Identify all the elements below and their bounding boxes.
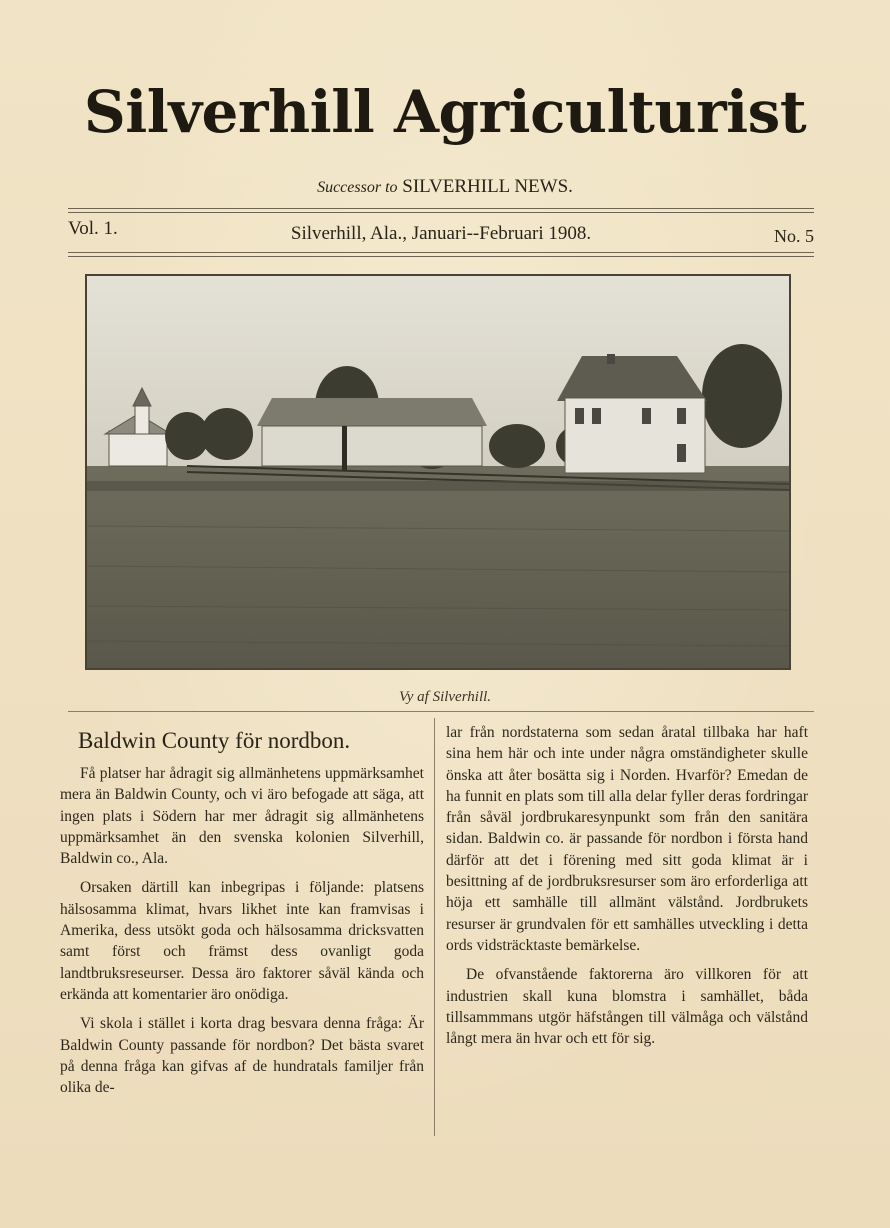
place-date: Silverhill, Ala., Januari--Februari 1908.	[290, 223, 592, 244]
divider-rule	[68, 252, 814, 253]
divider-rule	[68, 256, 814, 257]
successor-name: SILVERHILL NEWS.	[402, 176, 573, 197]
column-divider	[434, 718, 435, 1136]
article-paragraph: De ofvanstående faktorerna äro villkoren för att industrien skall kuna blomstra i samhället, båda tillsammmans utgör häfstången till välmåga och välstånd långt mera än hvar och ett för sig.	[446, 966, 808, 1048]
article-right-column	[446, 722, 808, 1057]
article-left-column	[60, 763, 424, 1106]
masthead-title: Silverhill Agriculturist	[83, 78, 807, 146]
long-house	[257, 398, 487, 466]
article-paragraph: lar från nordstaterna som sedan åratal tillbaka har haft sina hem här och inte under några omständigheter skulle önska att åter bosätta sig i Norden. Hvarför? Emedan de ha funnit en plats som till alla delar fyller deras fordringar från såväl jordbrukaresynpunkt som från den sanitära sidan. Baldwin co. är passande för nordbon i första hand därför att det i förening med sitt goda klimat är i besittning af de jordbruksresurser som äro erforderliga att höja ett samhälle till allmänt välstånd. Jordbrukets resurser är grundvalen för ett samhälles utveckling i detta ords vidsträcktaste bemärkelse.	[446, 724, 808, 954]
photo-caption: Vy af Silverhill.	[398, 689, 492, 705]
article-headline: Baldwin County för nordbon.	[78, 728, 351, 753]
successor-line	[0, 176, 890, 198]
article-paragraph: Få platser har ådragit sig allmänhetens uppmärksamhet mera än Baldwin County, och vi äro befogade att säga, att ingen plats i Södern har mer ådragit sig allmänhetens uppmärksamhet än den svenska kolonien Silverhill, Baldwin co., Ala.	[60, 765, 424, 868]
dateline	[68, 218, 814, 248]
farmhouse	[557, 354, 707, 473]
successor-prefix: Successor to	[317, 179, 398, 196]
issue-number: No. 5	[774, 226, 814, 246]
article-paragraph: Vi skola i stället i korta drag besvara denna fråga: Är Baldwin County passande för nordbon? Det bästa svaret på denna fråga kan gifvas af de hundratals familjer från olika de-	[60, 1015, 424, 1097]
farm-photograph	[85, 274, 791, 670]
divider-rule	[68, 208, 814, 209]
farm-landscape-illustration	[87, 276, 789, 668]
volume-label: Vol. 1.	[68, 218, 118, 239]
divider-rule	[68, 711, 814, 712]
article-paragraph: Orsaken därtill kan inbegripas i följande: platsens hälsosamma klimat, hvars likhet inte kan framvisas i Amerika, dess utsökt goda och hälsosamma dricksvatten samt först och främst dess ovanligt goda landtbruksreseurser. Dessa äro faktorer såväl kända och erkända att komentarier äro onödiga.	[60, 879, 424, 1003]
divider-rule	[68, 212, 814, 213]
